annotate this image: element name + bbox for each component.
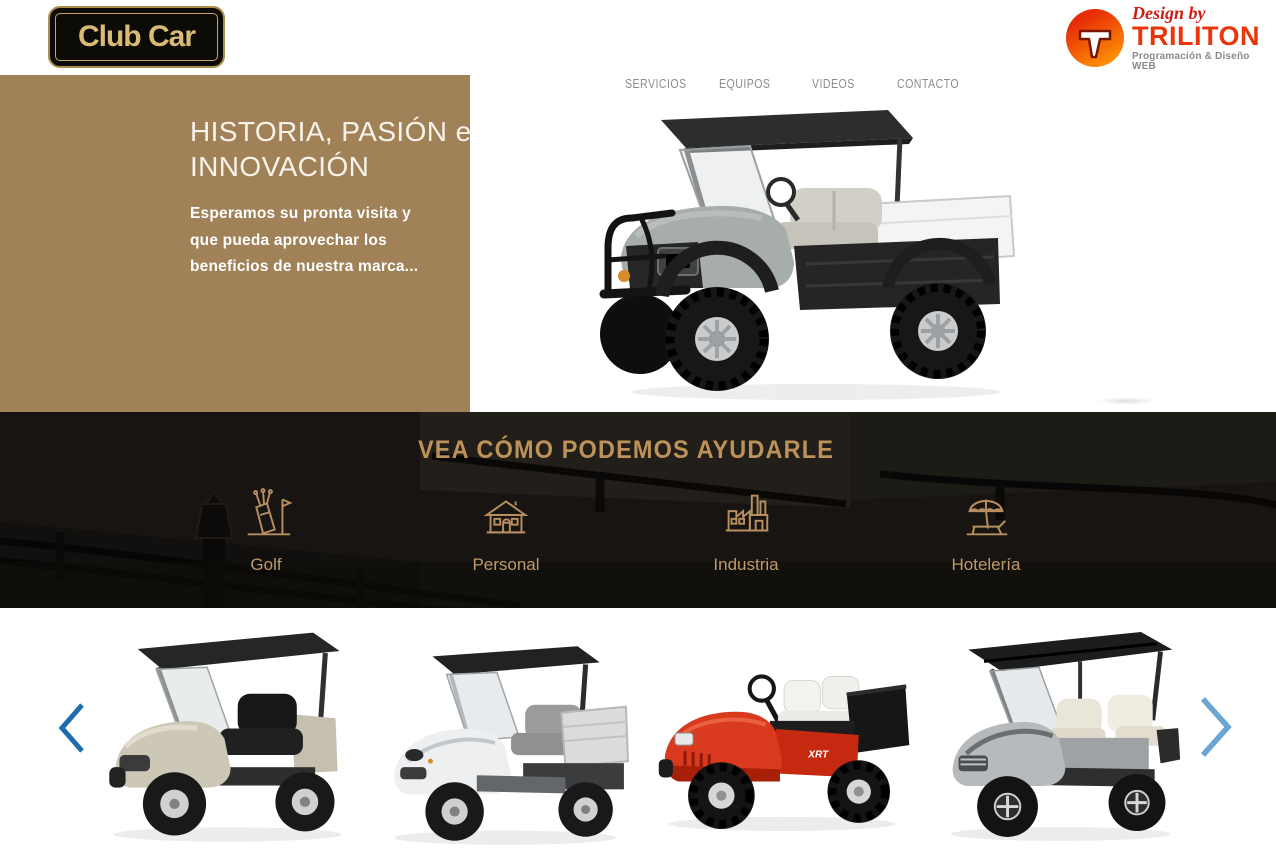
carousel-next-button[interactable] <box>1194 692 1238 765</box>
hero-text-line2: que pueda aprovechar los <box>190 231 387 249</box>
carousel-prev-button[interactable] <box>52 698 92 761</box>
triliton-wordmark <box>1132 4 1276 72</box>
service-item-industria[interactable] <box>666 486 826 575</box>
hero-title-line1: HISTORIA, PASIÓN e <box>190 116 472 147</box>
triliton-tagline: Programación & Diseño WEB <box>1132 51 1250 72</box>
triliton-logo[interactable] <box>1066 4 1276 72</box>
hero-text-line3: beneficios de nuestra marca... <box>190 258 419 275</box>
beach-umbrella-icon <box>957 486 1015 544</box>
vehicle-shadow <box>1088 396 1166 406</box>
hero-text <box>190 201 418 281</box>
services-title: VEA CÓMO PODEMOS AYUDARLE <box>417 436 835 464</box>
hero-text-line1: Esperamos su pronta visita y <box>190 205 411 222</box>
nav-item-equipos[interactable]: EQUIPOS <box>719 76 771 91</box>
chevron-right-icon <box>1194 692 1238 762</box>
club-car-logo-text: Club Car <box>77 20 195 53</box>
golf-bag-flag-icon <box>237 486 295 544</box>
service-label-golf: Golf <box>250 555 282 574</box>
service-label-industria: Industria <box>713 555 779 574</box>
xrt-decal: XRT <box>808 749 829 761</box>
carousel-slide-1[interactable] <box>95 616 360 848</box>
hero-title <box>190 114 472 184</box>
hero-vehicle-image <box>566 96 1018 415</box>
chevron-left-icon <box>52 698 92 758</box>
nav-item-videos[interactable]: VIDEOS <box>812 76 855 91</box>
nav-item-servicios[interactable]: SERVICIOS <box>625 76 687 91</box>
house-icon <box>477 486 535 544</box>
hero-title-line2: INNOVACIÓN <box>190 151 370 182</box>
service-label-personal: Personal <box>472 555 540 574</box>
triliton-name: TRILITON <box>1132 21 1260 51</box>
nav-item-contacto[interactable]: CONTACTO <box>897 76 960 91</box>
service-item-personal[interactable] <box>426 486 586 575</box>
carousel-slide-3[interactable] <box>648 632 916 837</box>
service-label-hoteleria: Hotelería <box>951 555 1021 574</box>
club-car-logo[interactable] <box>48 6 225 68</box>
services-section <box>0 412 1276 608</box>
carousel-slide-4[interactable] <box>933 616 1188 848</box>
service-item-golf[interactable] <box>186 486 346 575</box>
carousel-slide-2[interactable] <box>372 638 634 848</box>
factory-icon <box>717 486 775 544</box>
triliton-design-by: Design by <box>1132 3 1206 23</box>
triliton-icon <box>1066 9 1124 67</box>
service-item-hoteleria[interactable] <box>906 486 1066 575</box>
